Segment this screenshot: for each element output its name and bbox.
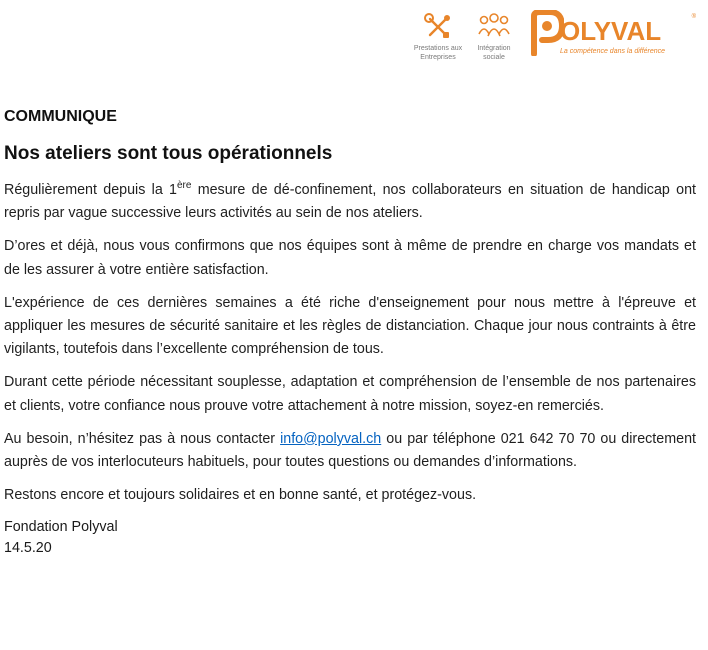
p1-text-b: mesure de dé-confinement, nos collaborateurs en situation de handicap ont repris par vague successive leurs activités au sein de nos ateliers. (4, 182, 696, 222)
paragraph-3: L'expérience de ces dernières semaines a été riche d'enseignement pour nous mettre à l'épreuve et appliquer les mesures de sécurité sanitaire et les règles de distanciation. Chaque jour nous contraints à être vigilants, toutefois dans l’excellente compréhension de tous. (4, 294, 696, 358)
paragraph-6: Restons encore et toujours solidaires et en bonne santé, et protégez-vous. (4, 487, 477, 504)
logo-mark-icon (530, 10, 564, 56)
p1-superscript: ère (176, 180, 192, 191)
registered-mark: ® (691, 14, 696, 20)
date: 14.5.20 (4, 540, 52, 557)
service-business (408, 12, 468, 62)
paragraph-1 (4, 179, 696, 225)
service-label: Prestations aux (413, 45, 463, 52)
p5-text-b: ou par téléphone 021 642 70 70 ou directement auprès de vos interlocuteurs habituels, pour toutes questions ou demandes d’informations. (4, 430, 697, 471)
doc-label: COMMUNIQUE (4, 108, 117, 125)
service-social (464, 12, 524, 62)
tagline: La compétence dans la différence (560, 48, 666, 55)
people-icon (477, 12, 511, 42)
brand-name: OLYVAL (560, 16, 662, 46)
letterhead (408, 8, 698, 70)
polyval-logo (530, 10, 698, 68)
doc-title: Nos ateliers sont tous opérationnels (4, 143, 333, 164)
service-label: Entreprises (420, 53, 456, 61)
signature: Fondation Polyval (4, 519, 118, 536)
document-body (4, 108, 696, 559)
tools-icon (423, 12, 453, 42)
paragraph-2: D’ores et déjà, nous vous confirmons que nos équipes sont à même de prendre en charge vos mandats et de les assurer à votre entière satisfaction. (4, 238, 696, 278)
p1-text-a: Régulièrement depuis la 1 (4, 182, 177, 198)
paragraph-4: Durant cette période nécessitant souplesse, adaptation et compréhension de l’ensemble de nos partenaires et clients, votre confiance nous prouve votre attachement à notre mission, soyez-en remerciés. (4, 374, 696, 414)
service-label: Intégration (477, 45, 511, 52)
email-link[interactable]: info@polyval.ch (280, 430, 382, 447)
signature-block (4, 517, 696, 559)
p5-text-a: Au besoin, n’hésitez pas à nous contacter (4, 430, 281, 447)
service-label: sociale (483, 53, 505, 61)
paragraph-5 (4, 428, 696, 474)
